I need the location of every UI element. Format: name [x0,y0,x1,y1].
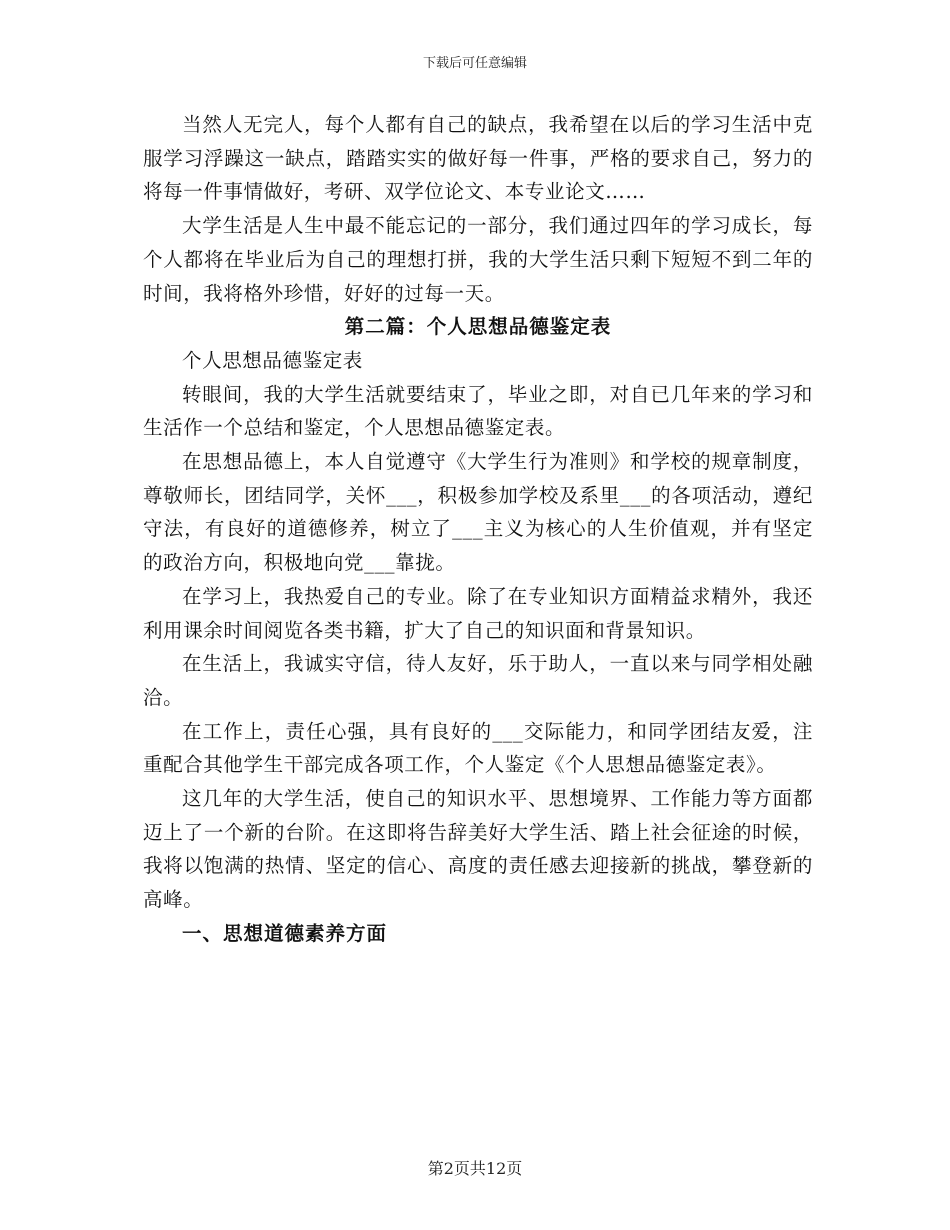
paragraph-4: 转眼间，我的大学生活就要结束了，毕业之即，对自已几年来的学习和生活作一个总结和鉴定，个人思想品德鉴定表。 [143,382,813,440]
page-number: 第2页共12页 [427,1159,523,1178]
paragraph-5: 在思想品德上，本人自觉遵守《大学生行为准则》和学校的规章制度，尊敬师长，团结同学，关怀___，积极参加学校及系里___的各项活动，遵纪守法，有良好的道德修养，树立了___主义为核心的人生价值观，并有坚定的政治方向，积极地向党___靠拢。 [143,450,813,575]
paragraph-7: 在生活上，我诚实守信，待人友好，乐于助人，一直以来与同学相处融洽。 [143,652,813,709]
paragraph-8: 在工作上，责任心强，具有良好的___交际能力，和同学团结友爱，注重配合其他学生干部完成各项工作，个人鉴定《个人思想品德鉴定表》。 [143,719,813,777]
document-body [143,108,813,951]
paragraph-2: 大学生活是人生中最不能忘记的一部分，我们通过四年的学习成长，每个人都将在毕业后为自己的理想打拼，我的大学生活只剩下短短不到二年的时间，我将格外珍惜，好好的过每一天。 [143,214,813,305]
paragraph-9: 这几年的大学生活，使自己的知识水平、思想境界、工作能力等方面都迈上了一个新的台阶。在这即将告辞美好大学生活、踏上社会征途的时候，我将以饱满的热情、坚定的信心、高度的责任感去迎接新的挑战，攀登新的高峰。 [143,787,813,912]
paragraph-3: 个人思想品德鉴定表 [182,348,363,372]
subheading: 一、思想道德素养方面 [182,921,388,945]
section-title: 第二篇：个人思想品德鉴定表 [344,315,612,339]
paragraph-6: 在学习上，我热爱自己的专业。除了在专业知识方面精益求精外，我还利用课余时间阅览各类书籍，扩大了自己的知识面和背景知识。 [143,584,813,642]
paragraph-1: 当然人无完人，每个人都有自己的缺点，我希望在以后的学习生活中克服学习浮躁这一缺点，踏踏实实的做好每一件事，严格的要求自己，努力的将每一件事情做好，考研、双学位论文、本专业论文…… [143,113,813,204]
page-header: 下载后可任意编辑 [422,56,527,71]
